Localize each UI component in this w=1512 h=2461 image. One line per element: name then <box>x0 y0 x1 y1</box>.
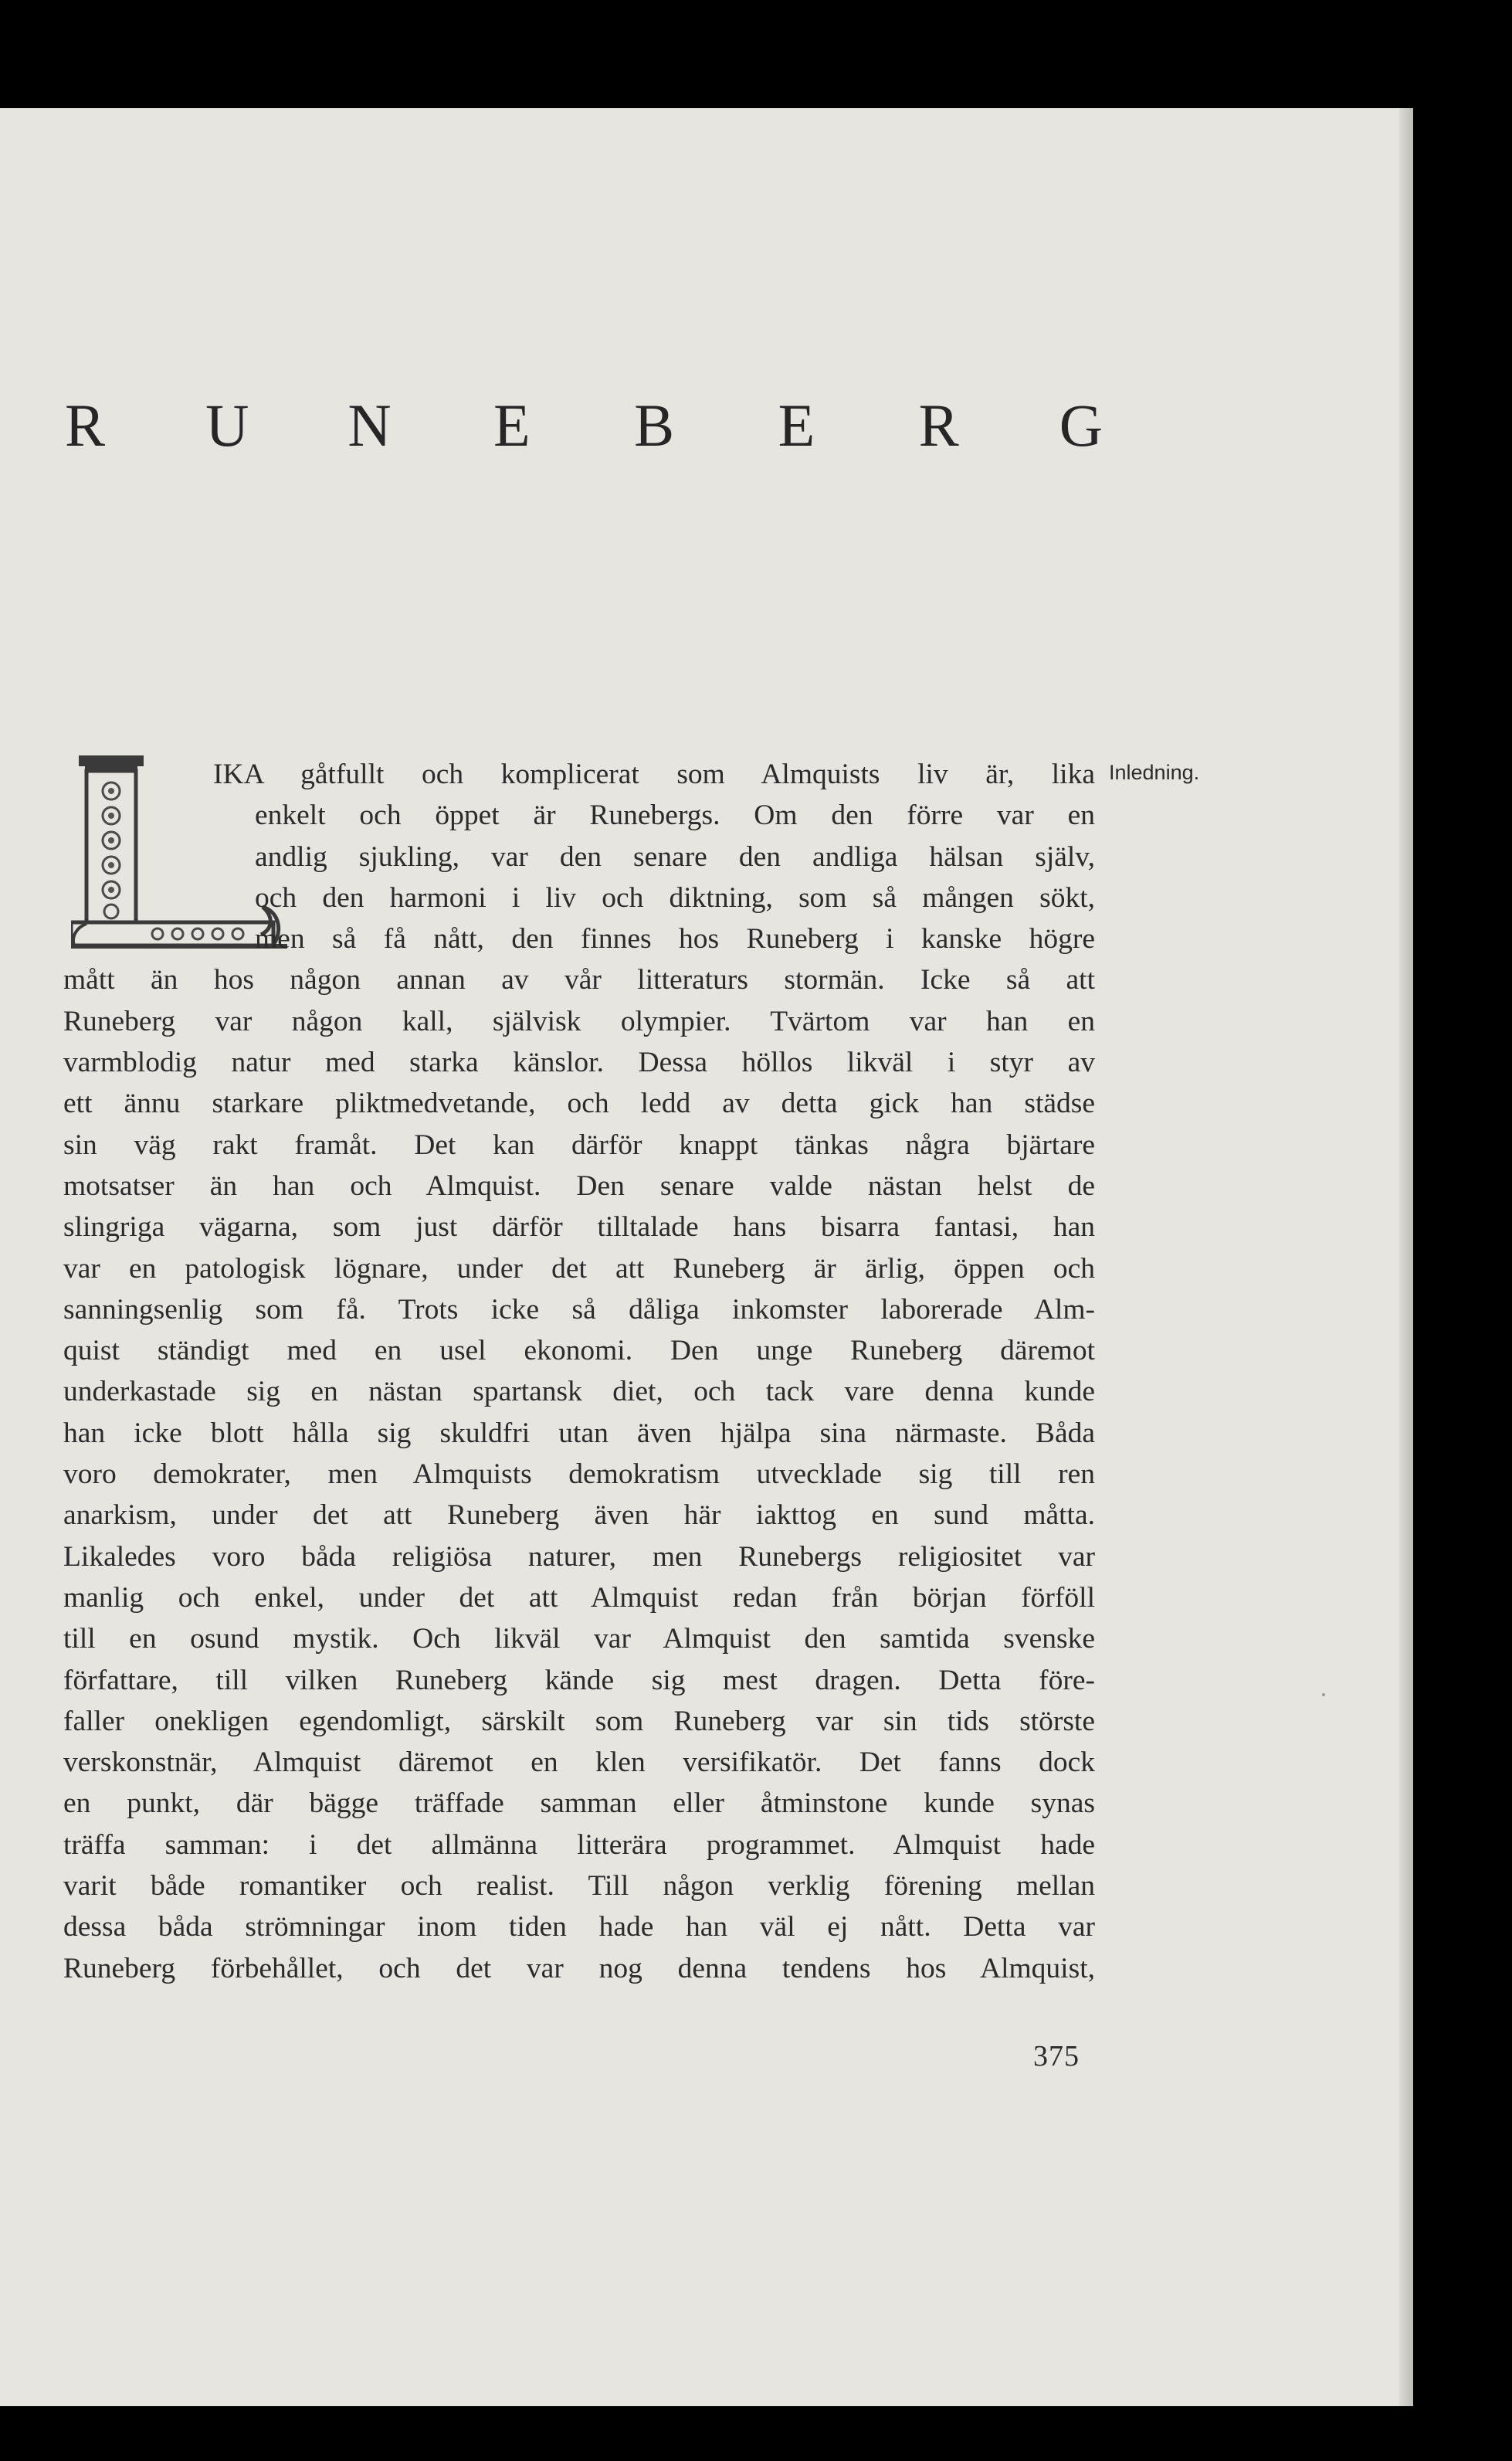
page-edge <box>1399 108 1413 2406</box>
page-number: 375 <box>1033 2040 1080 2072</box>
text-line: varmblodig natur med starka känslor. Dessa höllos likväl i styr av <box>63 1047 1095 1079</box>
title-letter: B <box>634 392 675 459</box>
text-line: mått än hos någon annan av vår litteraturs stormän. Icke så att <box>63 964 1095 996</box>
text-line: han icke blott hålla sig skuldfri utan även hjälpa sina närmaste. Båda <box>63 1417 1095 1449</box>
margin-note: Inledning. <box>1109 761 1200 784</box>
text-line: verskonstnär, Almquist däremot en klen versifikatör. Det fanns dock <box>63 1746 1095 1779</box>
text-line: till en osund mystik. Och likväl var Almquist den samtida svenske <box>63 1623 1095 1655</box>
text-line: Runeberg var någon kall, självisk olympier. Tvärtom var han en <box>63 1005 1095 1037</box>
paper-speck <box>1322 1693 1325 1696</box>
text-line: men så få nått, den finnes hos Runeberg i kanske högre <box>255 923 1095 956</box>
title-letter: R <box>64 392 106 459</box>
text-line: motsatser än han och Almquist. Den senare valde nästan helst de <box>63 1169 1095 1202</box>
title-letter: E <box>778 392 815 459</box>
text-line: träffa samman: i det allmänna litterära programmet. Almquist hade <box>63 1828 1095 1861</box>
text-line: andlig sjukling, var den senare den andliga hälsan själv, <box>255 840 1095 873</box>
text-line: Runeberg förbehållet, och det var nog denna tendens hos Almquist, <box>63 1952 1095 1984</box>
text-line: var en patologisk lögnare, under det att Runeberg är ärlig, öppen och <box>63 1252 1095 1285</box>
text-line: ett ännu starkare pliktmedvetande, och ledd av detta gick han städse <box>63 1088 1095 1120</box>
text-line: och den harmoni i liv och diktning, som så mången sökt, <box>255 881 1095 914</box>
text-line: IKA gåtfullt och komplicerat som Almquists liv är, lika <box>213 759 1095 790</box>
title-letter: N <box>347 392 392 459</box>
text-line: varit både romantiker och realist. Till någon verklig förening mellan <box>63 1870 1095 1903</box>
text-line: författare, till vilken Runeberg kände sig mest dragen. Detta före- <box>63 1664 1095 1696</box>
text-line: voro demokrater, men Almquists demokratism utvecklade sig till ren <box>63 1458 1095 1491</box>
text-line: underkastade sig en nästan spartansk diet, och tack vare denna kunde <box>63 1376 1095 1408</box>
text-line: anarkism, under det att Runeberg även här iakttog en sund måtta. <box>63 1499 1095 1532</box>
title-letter: U <box>205 392 249 459</box>
text-line: en punkt, där bägge träffade samman eller åtminstone kunde synas <box>63 1787 1095 1820</box>
title-letter: E <box>493 392 531 459</box>
text-line: dessa båda strömningar inom tiden hade han väl ej nått. Detta var <box>63 1911 1095 1943</box>
text-line: manlig och enkel, under det att Almquist redan från början förföll <box>63 1581 1095 1614</box>
title-letter: R <box>918 392 959 459</box>
text-line: slingriga vägarna, som just därför tilltalade hans bisarra fantasi, han <box>63 1211 1095 1244</box>
text-line: Likaledes voro båda religiösa naturer, men Runebergs religiositet var <box>63 1540 1095 1573</box>
text-line: enkelt och öppet är Runebergs. Om den förre var en <box>255 799 1095 832</box>
text-line: faller onekligen egendomligt, särskilt som Runeberg var sin tids störste <box>63 1705 1095 1737</box>
title-letter: G <box>1059 392 1103 459</box>
chapter-title <box>62 392 1104 459</box>
body-text <box>63 754 1095 1989</box>
text-line: sanningsenlig som få. Trots icke så dåliga inkomster laborerade Alm- <box>63 1293 1095 1326</box>
text-line: sin väg rakt framåt. Det kan därför knappt tänkas några bjärtare <box>63 1129 1095 1161</box>
text-line: quist ständigt med en usel ekonomi. Den unge Runeberg däremot <box>63 1335 1095 1367</box>
